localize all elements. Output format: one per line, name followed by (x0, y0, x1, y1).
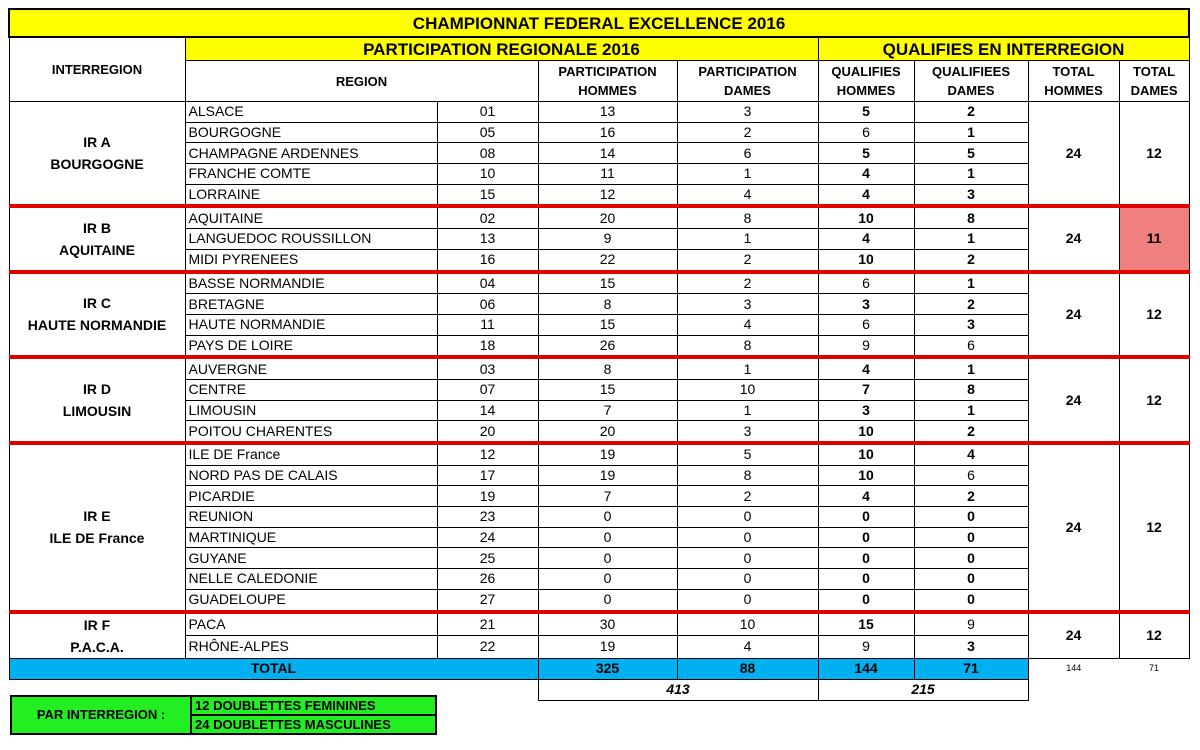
region-code: 22 (437, 636, 538, 658)
total-dames-cell: 12 (1119, 272, 1189, 358)
participation-hommes: 0 (538, 548, 677, 569)
qualifiees-dames: 0 (914, 569, 1028, 590)
qualifiees-dames: 1 (914, 164, 1028, 185)
total-dames-header: TOTAL DAMES (1119, 61, 1189, 102)
region-code: 18 (437, 335, 538, 357)
region-name: ALSACE (185, 102, 437, 123)
table-row (9, 122, 1189, 143)
participation-dames: 3 (677, 102, 818, 123)
qualifies-hommes: 6 (818, 314, 914, 335)
participation-dames: 10 (677, 379, 818, 400)
total-hommes-cell: 24 (1028, 102, 1119, 207)
participation-dames: 0 (677, 569, 818, 590)
participation-hommes: 11 (538, 164, 677, 185)
participation-hommes: 12 (538, 184, 677, 206)
region-code: 02 (437, 206, 538, 228)
interregion-cell (9, 357, 185, 443)
participation-hommes: 7 (538, 486, 677, 507)
participation-dames: 6 (677, 143, 818, 164)
sum-participation: 413 (538, 679, 818, 700)
participation-hommes: 13 (538, 102, 677, 123)
region-name: POITOU CHARENTES (185, 421, 437, 443)
region-code: 16 (437, 249, 538, 271)
qualifiees-dames: 1 (914, 400, 1028, 421)
region-name: RHÔNE-ALPES (185, 636, 437, 658)
region-code: 27 (437, 589, 538, 611)
region-code: 26 (437, 569, 538, 590)
participation-hommes: 19 (538, 465, 677, 486)
participation-hommes: 0 (538, 589, 677, 611)
region-name: PAYS DE LOIRE (185, 335, 437, 357)
region-name: MIDI PYRENEES (185, 249, 437, 271)
total-dames-sum: 71 (1119, 658, 1189, 679)
table-row (9, 421, 1189, 443)
participation-dames: 8 (677, 465, 818, 486)
interregion-code: IR B (83, 219, 111, 236)
qualifies-hommes: 3 (818, 294, 914, 315)
qualifies-hommes: 7 (818, 379, 914, 400)
region-name: MARTINIQUE (185, 527, 437, 548)
table-row (9, 612, 1189, 636)
region-code: 14 (437, 400, 538, 421)
participation-dames: 2 (677, 122, 818, 143)
participation-hommes: 14 (538, 143, 677, 164)
qualifiees-dames: 6 (914, 335, 1028, 357)
participation-hommes: 30 (538, 612, 677, 636)
table-row (9, 357, 1189, 379)
championship-table (8, 8, 1190, 701)
region-name: BRETAGNE (185, 294, 437, 315)
region-name: FRANCHE COMTE (185, 164, 437, 185)
qualifies-hommes: 0 (818, 548, 914, 569)
participation-dames: 3 (677, 421, 818, 443)
qualifies-hommes: 9 (818, 636, 914, 658)
table-row (9, 400, 1189, 421)
total-dames-cell: 12 (1119, 357, 1189, 443)
qualifies-hommes: 3 (818, 400, 914, 421)
region-code: 07 (437, 379, 538, 400)
participation-regionale-header: PARTICIPATION REGIONALE 2016 (185, 37, 818, 61)
region-code: 03 (437, 357, 538, 379)
total-qualifiees-dames: 71 (914, 658, 1028, 679)
qualifiees-dames: 4 (914, 443, 1028, 465)
qualifies-hommes: 10 (818, 443, 914, 465)
participation-dames: 2 (677, 272, 818, 294)
interregion-header: INTERREGION (9, 37, 185, 102)
table-row (9, 184, 1189, 206)
table-row (9, 164, 1189, 185)
participation-hommes: 20 (538, 206, 677, 228)
region-header: REGION (185, 61, 538, 102)
participation-dames: 1 (677, 400, 818, 421)
qualifies-hommes: 4 (818, 184, 914, 206)
participation-dames: 10 (677, 612, 818, 636)
qualifiees-dames: 0 (914, 527, 1028, 548)
participation-hommes: 20 (538, 421, 677, 443)
participation-hommes: 8 (538, 294, 677, 315)
participation-hommes: 9 (538, 229, 677, 250)
table-row (9, 143, 1189, 164)
participation-hommes-header: PARTICIPATION HOMMES (538, 61, 677, 102)
region-name: AQUITAINE (185, 206, 437, 228)
interregion-name: ILE DE France (49, 530, 145, 547)
interregion-code: IR D (83, 381, 111, 398)
table-row (9, 636, 1189, 658)
total-dames-cell: 11 (1119, 206, 1189, 271)
region-code: 21 (437, 612, 538, 636)
total-participation-dames: 88 (677, 658, 818, 679)
table-row (9, 249, 1189, 271)
participation-dames: 2 (677, 486, 818, 507)
table-row (9, 486, 1189, 507)
note-line-feminines: 12 DOUBLETTES FEMININES (191, 696, 436, 715)
region-name: BASSE NORMANDIE (185, 272, 437, 294)
total-qualifies-hommes: 144 (818, 658, 914, 679)
qualifiees-dames: 1 (914, 357, 1028, 379)
table-row (9, 379, 1189, 400)
participation-dames: 1 (677, 357, 818, 379)
interregion-cell (9, 612, 185, 659)
qualifiees-dames: 2 (914, 249, 1028, 271)
qualifiees-dames: 5 (914, 143, 1028, 164)
table-row (9, 443, 1189, 465)
region-code: 17 (437, 465, 538, 486)
qualifiees-dames: 0 (914, 507, 1028, 528)
qualifiees-dames-header: QUALIFIEES DAMES (914, 61, 1028, 102)
participation-dames: 0 (677, 589, 818, 611)
note-box (10, 695, 437, 735)
participation-dames-header: PARTICIPATION DAMES (677, 61, 818, 102)
participation-dames: 4 (677, 184, 818, 206)
table-row (9, 335, 1189, 357)
participation-hommes: 8 (538, 357, 677, 379)
qualifies-interregion-header: QUALIFIES EN INTERREGION (818, 37, 1189, 61)
qualifies-hommes: 10 (818, 249, 914, 271)
qualifiees-dames: 2 (914, 102, 1028, 123)
table-row (9, 507, 1189, 528)
qualifiees-dames: 6 (914, 465, 1028, 486)
qualifies-hommes: 15 (818, 612, 914, 636)
participation-hommes: 22 (538, 249, 677, 271)
qualifies-hommes: 4 (818, 164, 914, 185)
participation-hommes: 7 (538, 400, 677, 421)
qualifies-hommes: 9 (818, 335, 914, 357)
qualifies-hommes: 4 (818, 357, 914, 379)
region-code: 06 (437, 294, 538, 315)
total-dames-cell: 12 (1119, 443, 1189, 612)
participation-hommes: 26 (538, 335, 677, 357)
total-dames-cell: 12 (1119, 102, 1189, 207)
qualifiees-dames: 2 (914, 486, 1028, 507)
participation-dames: 8 (677, 335, 818, 357)
region-code: 05 (437, 122, 538, 143)
qualifies-hommes: 10 (818, 421, 914, 443)
qualifiees-dames: 3 (914, 314, 1028, 335)
total-hommes-cell: 24 (1028, 272, 1119, 358)
participation-hommes: 16 (538, 122, 677, 143)
region-name: CHAMPAGNE ARDENNES (185, 143, 437, 164)
page-title: CHAMPIONNAT FEDERAL EXCELLENCE 2016 (9, 9, 1189, 37)
region-code: 19 (437, 486, 538, 507)
region-name: CENTRE (185, 379, 437, 400)
table-row (9, 294, 1189, 315)
participation-dames: 1 (677, 164, 818, 185)
qualifies-hommes: 6 (818, 272, 914, 294)
region-name: GUYANE (185, 548, 437, 569)
region-name: PACA (185, 612, 437, 636)
qualifiees-dames: 1 (914, 229, 1028, 250)
qualifies-hommes: 4 (818, 229, 914, 250)
region-code: 08 (437, 143, 538, 164)
participation-dames: 4 (677, 314, 818, 335)
total-hommes-header: TOTAL HOMMES (1028, 61, 1119, 102)
interregion-cell (9, 102, 185, 207)
qualifies-hommes: 6 (818, 122, 914, 143)
region-name: LIMOUSIN (185, 400, 437, 421)
participation-dames: 0 (677, 548, 818, 569)
interregion-name: LIMOUSIN (62, 403, 132, 420)
total-hommes-cell: 24 (1028, 206, 1119, 271)
qualifiees-dames: 0 (914, 589, 1028, 611)
qualifiees-dames: 3 (914, 184, 1028, 206)
qualifies-hommes: 10 (818, 465, 914, 486)
qualifies-hommes: 0 (818, 507, 914, 528)
region-code: 11 (437, 314, 538, 335)
total-participation-hommes: 325 (538, 658, 677, 679)
qualifiees-dames: 8 (914, 206, 1028, 228)
qualifiees-dames: 2 (914, 294, 1028, 315)
note-label: PAR INTERREGION : (11, 696, 191, 734)
region-name: AUVERGNE (185, 357, 437, 379)
interregion-code: IR A (83, 134, 111, 151)
region-name: NORD PAS DE CALAIS (185, 465, 437, 486)
region-code: 13 (437, 229, 538, 250)
interregion-name: P.A.C.A. (70, 638, 124, 655)
qualifies-hommes-header: QUALIFIES HOMMES (818, 61, 914, 102)
qualifiees-dames: 9 (914, 612, 1028, 636)
total-hommes-cell: 24 (1028, 357, 1119, 443)
total-dames-cell: 12 (1119, 612, 1189, 659)
region-code: 24 (437, 527, 538, 548)
interregion-code: IR F (83, 616, 111, 633)
region-name: REUNION (185, 507, 437, 528)
qualifies-hommes: 5 (818, 143, 914, 164)
sum-qualifies: 215 (818, 679, 1028, 700)
qualifiees-dames: 8 (914, 379, 1028, 400)
region-code: 12 (437, 443, 538, 465)
qualifiees-dames: 2 (914, 421, 1028, 443)
total-hommes-sum: 144 (1028, 658, 1119, 679)
participation-hommes: 15 (538, 379, 677, 400)
interregion-name: AQUITAINE (59, 241, 135, 258)
region-name: BOURGOGNE (185, 122, 437, 143)
participation-hommes: 19 (538, 443, 677, 465)
region-name: LORRAINE (185, 184, 437, 206)
participation-dames: 3 (677, 294, 818, 315)
region-name: LANGUEDOC ROUSSILLON (185, 229, 437, 250)
participation-dames: 8 (677, 206, 818, 228)
qualifies-hommes: 5 (818, 102, 914, 123)
participation-hommes: 15 (538, 272, 677, 294)
region-name: GUADELOUPE (185, 589, 437, 611)
table-row (9, 314, 1189, 335)
participation-dames: 0 (677, 527, 818, 548)
participation-hommes: 19 (538, 636, 677, 658)
qualifies-hommes: 0 (818, 569, 914, 590)
region-code: 10 (437, 164, 538, 185)
region-code: 23 (437, 507, 538, 528)
table-row (9, 206, 1189, 228)
table-row (9, 229, 1189, 250)
region-name: PICARDIE (185, 486, 437, 507)
table-row (9, 527, 1189, 548)
region-name: ILE DE France (185, 443, 437, 465)
interregion-code: IR E (83, 508, 111, 525)
table-row (9, 548, 1189, 569)
participation-hommes: 0 (538, 507, 677, 528)
participation-dames: 2 (677, 249, 818, 271)
interregion-name: BOURGOGNE (50, 156, 144, 173)
total-hommes-cell: 24 (1028, 612, 1119, 659)
qualifies-hommes: 10 (818, 206, 914, 228)
table-row (9, 102, 1189, 123)
qualifiees-dames: 1 (914, 272, 1028, 294)
interregion-name: HAUTE NORMANDIE (27, 317, 167, 334)
region-name: NELLE CALEDONIE (185, 569, 437, 590)
interregion-code: IR C (83, 295, 111, 312)
total-label: TOTAL (9, 658, 538, 679)
table-body (9, 102, 1189, 659)
participation-dames: 4 (677, 636, 818, 658)
table-row (9, 272, 1189, 294)
participation-dames: 5 (677, 443, 818, 465)
table-row (9, 465, 1189, 486)
region-code: 25 (437, 548, 538, 569)
participation-hommes: 0 (538, 527, 677, 548)
qualifiees-dames: 3 (914, 636, 1028, 658)
table-row (9, 569, 1189, 590)
participation-hommes: 15 (538, 314, 677, 335)
region-code: 20 (437, 421, 538, 443)
qualifiees-dames: 1 (914, 122, 1028, 143)
qualifies-hommes: 4 (818, 486, 914, 507)
interregion-cell (9, 206, 185, 271)
region-name: HAUTE NORMANDIE (185, 314, 437, 335)
qualifies-hommes: 0 (818, 527, 914, 548)
qualifiees-dames: 0 (914, 548, 1028, 569)
region-code: 15 (437, 184, 538, 206)
interregion-cell (9, 443, 185, 612)
total-hommes-cell: 24 (1028, 443, 1119, 612)
participation-hommes: 0 (538, 569, 677, 590)
qualifies-hommes: 0 (818, 589, 914, 611)
table-row (9, 589, 1189, 611)
note-line-masculines: 24 DOUBLETTES MASCULINES (191, 715, 436, 734)
interregion-cell (9, 272, 185, 358)
region-code: 01 (437, 102, 538, 123)
region-code: 04 (437, 272, 538, 294)
total-row (9, 658, 1189, 679)
participation-dames: 0 (677, 507, 818, 528)
participation-dames: 1 (677, 229, 818, 250)
